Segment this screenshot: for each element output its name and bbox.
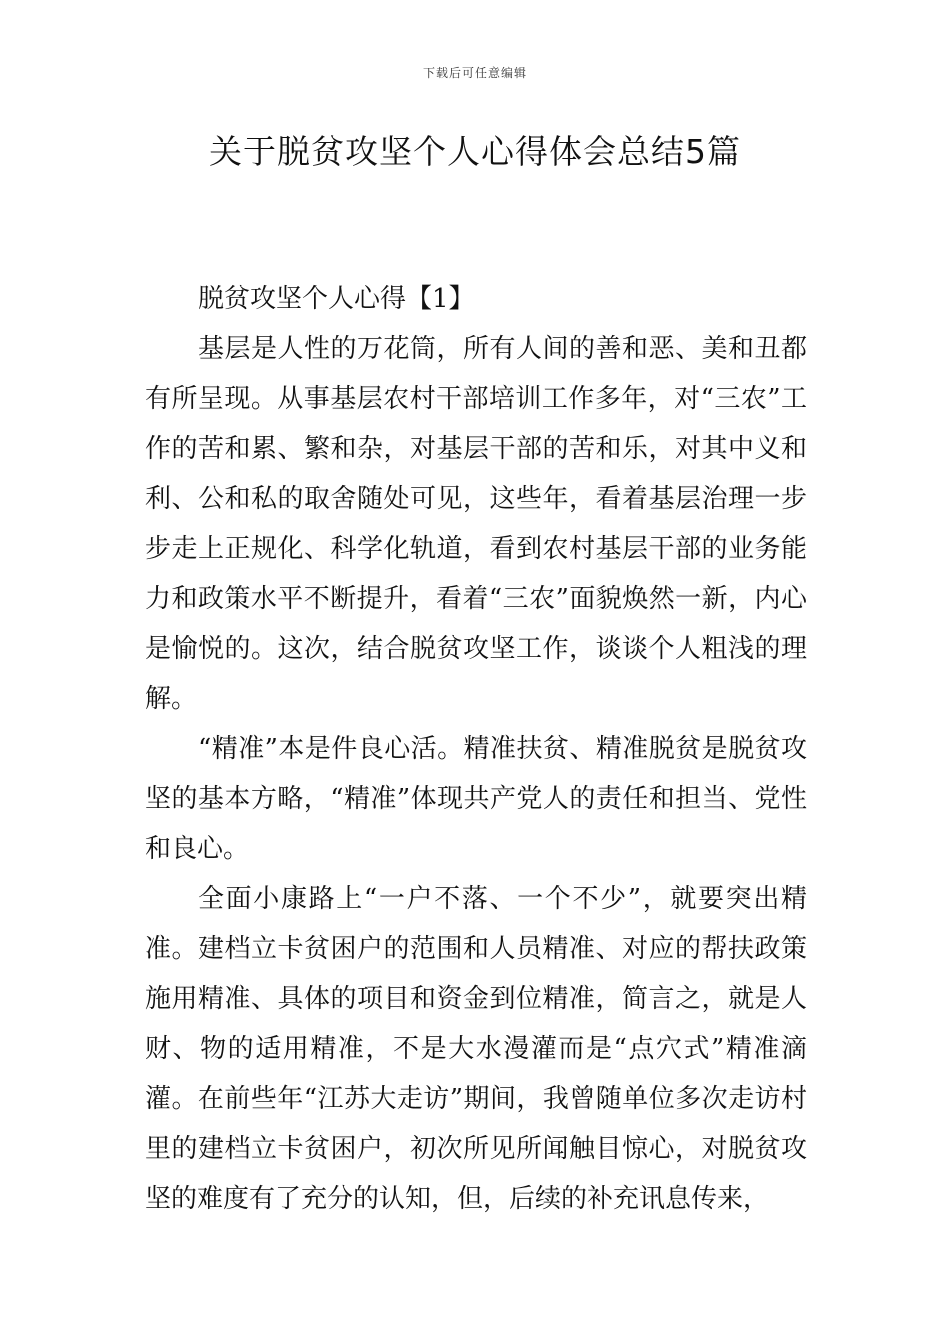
document-body	[145, 274, 807, 1224]
section-heading: 脱贫攻坚个人心得【1】	[198, 284, 475, 314]
paragraph-2: “精准”本是件良心活。精准扶贫、精准脱贫是脱贫攻坚的基本方略，“精准”体现共产党人的责任和担当、党性和良心。	[145, 734, 807, 864]
paragraph-3: 全面小康路上“一户不落、一个不少”，就要突出精准。建档立卡贫困户的范围和人员精准、对应的帮扶政策施用精准、具体的项目和资金到位精准，简言之，就是人财、物的适用精准，不是大水漫灌而是“点穴式”精准滴灌。在前些年“江苏大走访”期间，我曾随单位多次走访村里的建档立卡贫困户，初次所见所闻触目惊心，对脱贫攻坚的难度有了充分的认知，但，后续的补充讯息传来，	[145, 884, 807, 1214]
document-title: 关于脱贫攻坚个人心得体会总结5篇	[209, 132, 741, 171]
header-note: 下载后可任意编辑	[422, 66, 527, 80]
paragraph-1: 基层是人性的万花筒，所有人间的善和恶、美和丑都有所呈现。从事基层农村干部培训工作多年，对“三农”工作的苦和累、繁和杂，对基层干部的苦和乐，对其中义和利、公和私的取舍随处可见，这些年，看着基层治理一步步走上正规化、科学化轨道，看到农村基层干部的业务能力和政策水平不断提升，看着“三农”面貌焕然一新，内心是愉悦的。这次，结合脱贫攻坚工作，谈谈个人粗浅的理解。	[145, 334, 807, 714]
